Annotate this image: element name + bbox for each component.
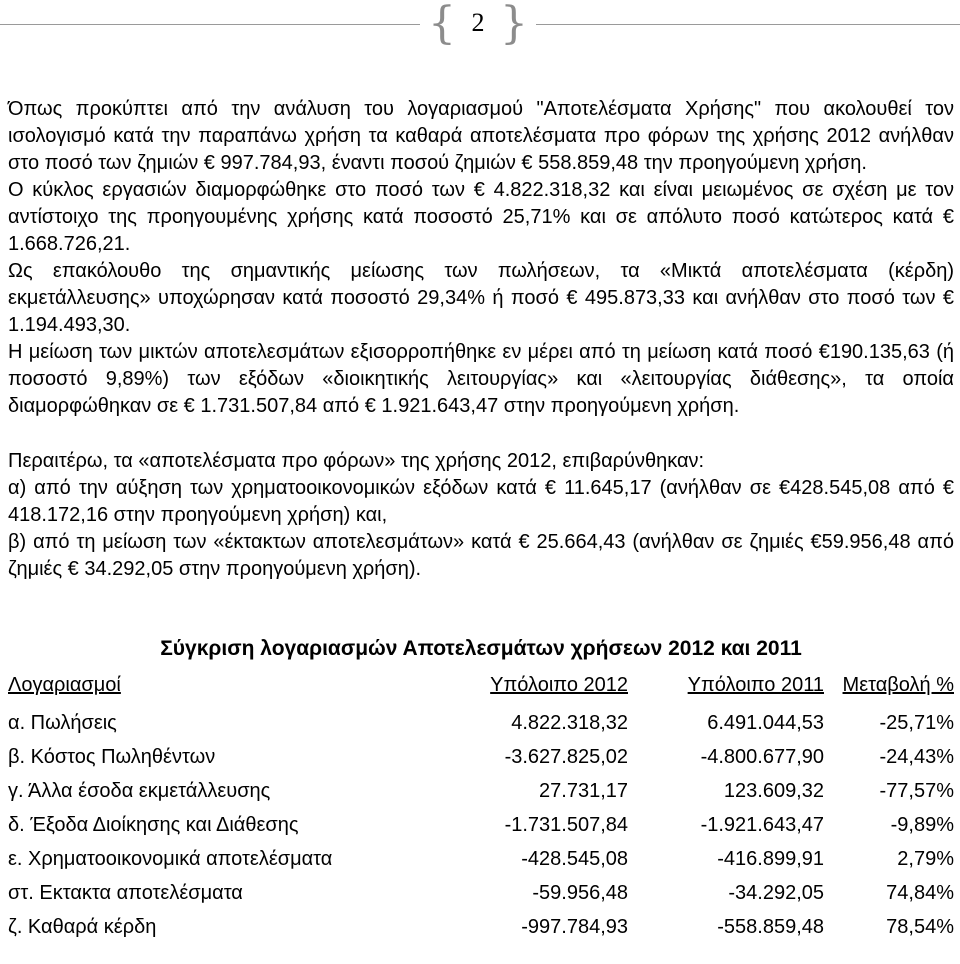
cell-2012: -3.627.825,02 <box>504 746 628 768</box>
cell-2011: 123.609,32 <box>723 780 824 802</box>
table-row <box>8 843 954 877</box>
cell-2011: -34.292,05 <box>728 882 824 904</box>
right-brace-icon: } <box>500 0 528 49</box>
table-row <box>8 911 954 945</box>
cell-change: -77,57% <box>879 780 954 802</box>
row-label: α. Πωλήσεις <box>8 712 117 734</box>
table-row <box>8 707 954 741</box>
paragraph-results-overview: Όπως προκύπτει από την ανάλυση του λογαριασμού "Αποτελέσματα Χρήσης" που ακολουθεί τον ισολογισμό κατά την παραπάνω χρήση τα καθαρά αποτελέσματα προ φόρων της χρήσης 2012 ανήλθαν στο ποσό των ζημιών € 997.784,93, έναντι ποσού ζημιών € 558.859,48 την προηγούμενη χρήση. <box>8 98 954 174</box>
paragraph-further: Περαιτέρω, τα «αποτελέσματα προ φόρων» της χρήσης 2012, επιβαρύνθηκαν: <box>8 450 705 472</box>
spacer <box>8 583 954 635</box>
paragraph-item-a: α) από την αύξηση των χρηματοοικονομικών εξόδων κατά € 11.645,17 (ανήλθαν σε €428.545,08 από € 418.172,16 στην προηγούμενη χρήση) και, <box>8 477 954 526</box>
table-row <box>8 877 954 911</box>
paragraph-gross-results: Ως επακόλουθο της σημαντικής μείωσης των πωλήσεων, τα «Μικτά αποτελέσματα (κέρδη) εκμετάλλευσης» υποχώρησαν κατά ποσοστό 29,34% ή ποσό € 495.873,33 και ανήλθαν στο ποσό των € 1.194.493,30. <box>8 260 954 336</box>
cell-2011: -4.800.677,90 <box>700 746 824 768</box>
table-title: Σύγκριση λογαριασμών Αποτελεσμάτων χρήσεων 2012 και 2011 <box>160 637 802 660</box>
page-number: 2 <box>471 8 485 37</box>
row-label: ε. Χρηματοοικονομικά αποτελέσματα <box>8 848 333 870</box>
column-header-accounts: Λογαριασμοί <box>8 674 121 696</box>
column-header-balance-2012: Υπόλοιπο 2012 <box>490 674 628 696</box>
cell-2012: -997.784,93 <box>521 916 628 938</box>
paragraph-turnover: Ο κύκλος εργασιών διαμορφώθηκε στο ποσό των € 4.822.318,32 και είναι μειωμένος σε σχέση με τον αντίστοιχο της προηγουμένης χρήσης κατά ποσοστό 25,71% και σε απόλυτο ποσό κατώτερος κατά € 1.668.726,21. <box>8 179 954 255</box>
cell-2011: -1.921.643,47 <box>700 814 824 836</box>
row-label: β. Κόστος Πωληθέντων <box>8 746 216 768</box>
row-label: δ. Έξοδα Διοίκησης και Διάθεσης <box>8 814 299 836</box>
header-rule-left <box>0 24 420 25</box>
cell-2012: 27.731,17 <box>539 780 628 802</box>
header-rule-right <box>536 24 960 25</box>
row-label: ζ. Καθαρά κέρδη <box>8 916 157 938</box>
table-header-row <box>8 672 954 707</box>
cell-2012: -428.545,08 <box>521 848 628 870</box>
page-number-box <box>428 0 528 49</box>
table-row <box>8 809 954 843</box>
paragraph-item-b: β) από τη μείωση των «έκτακτων αποτελεσμάτων» κατά € 25.664,43 (ανήλθαν σε ζημιές €59.956,48 από ζημιές € 34.292,05 στην προηγούμενη χρήση). <box>8 531 954 580</box>
cell-2012: 4.822.318,32 <box>511 712 628 734</box>
table-row <box>8 775 954 809</box>
cell-2011: -416.899,91 <box>717 848 824 870</box>
cell-change: 2,79% <box>897 848 954 870</box>
column-header-balance-2011: Υπόλοιπο 2011 <box>687 674 824 696</box>
paragraph-expenses: Η μείωση των μικτών αποτελεσμάτων εξισορροπήθηκε εν μέρει από τη μείωση κατά ποσό €190.135,63 (ή ποσοστό 9,89%) των εξόδων «διοικητικής λειτουργίας» και «λειτουργίας διάθεσης», τα οποία διαμορφώθηκαν σε € 1.731.507,84 από € 1.921.643,47 στην προηγούμενη χρήση. <box>8 341 954 417</box>
cell-change: -24,43% <box>879 746 954 768</box>
cell-2011: -558.859,48 <box>717 916 824 938</box>
cell-2012: -1.731.507,84 <box>504 814 628 836</box>
cell-change: -9,89% <box>890 814 954 836</box>
spacer <box>8 420 954 448</box>
row-label: στ. Εκτακτα αποτελέσματα <box>8 882 243 904</box>
cell-2012: -59.956,48 <box>532 882 628 904</box>
cell-change: 78,54% <box>886 916 954 938</box>
cell-change: -25,71% <box>879 712 954 734</box>
cell-change: 74,84% <box>886 882 954 904</box>
document-body <box>8 96 954 945</box>
comparison-table <box>8 672 954 945</box>
row-label: γ. Άλλα έσοδα εκμετάλλευσης <box>8 780 271 802</box>
column-header-change: Μεταβολή % <box>842 674 954 696</box>
table-row <box>8 741 954 775</box>
left-brace-icon: { <box>428 0 456 49</box>
cell-2011: 6.491.044,53 <box>707 712 824 734</box>
